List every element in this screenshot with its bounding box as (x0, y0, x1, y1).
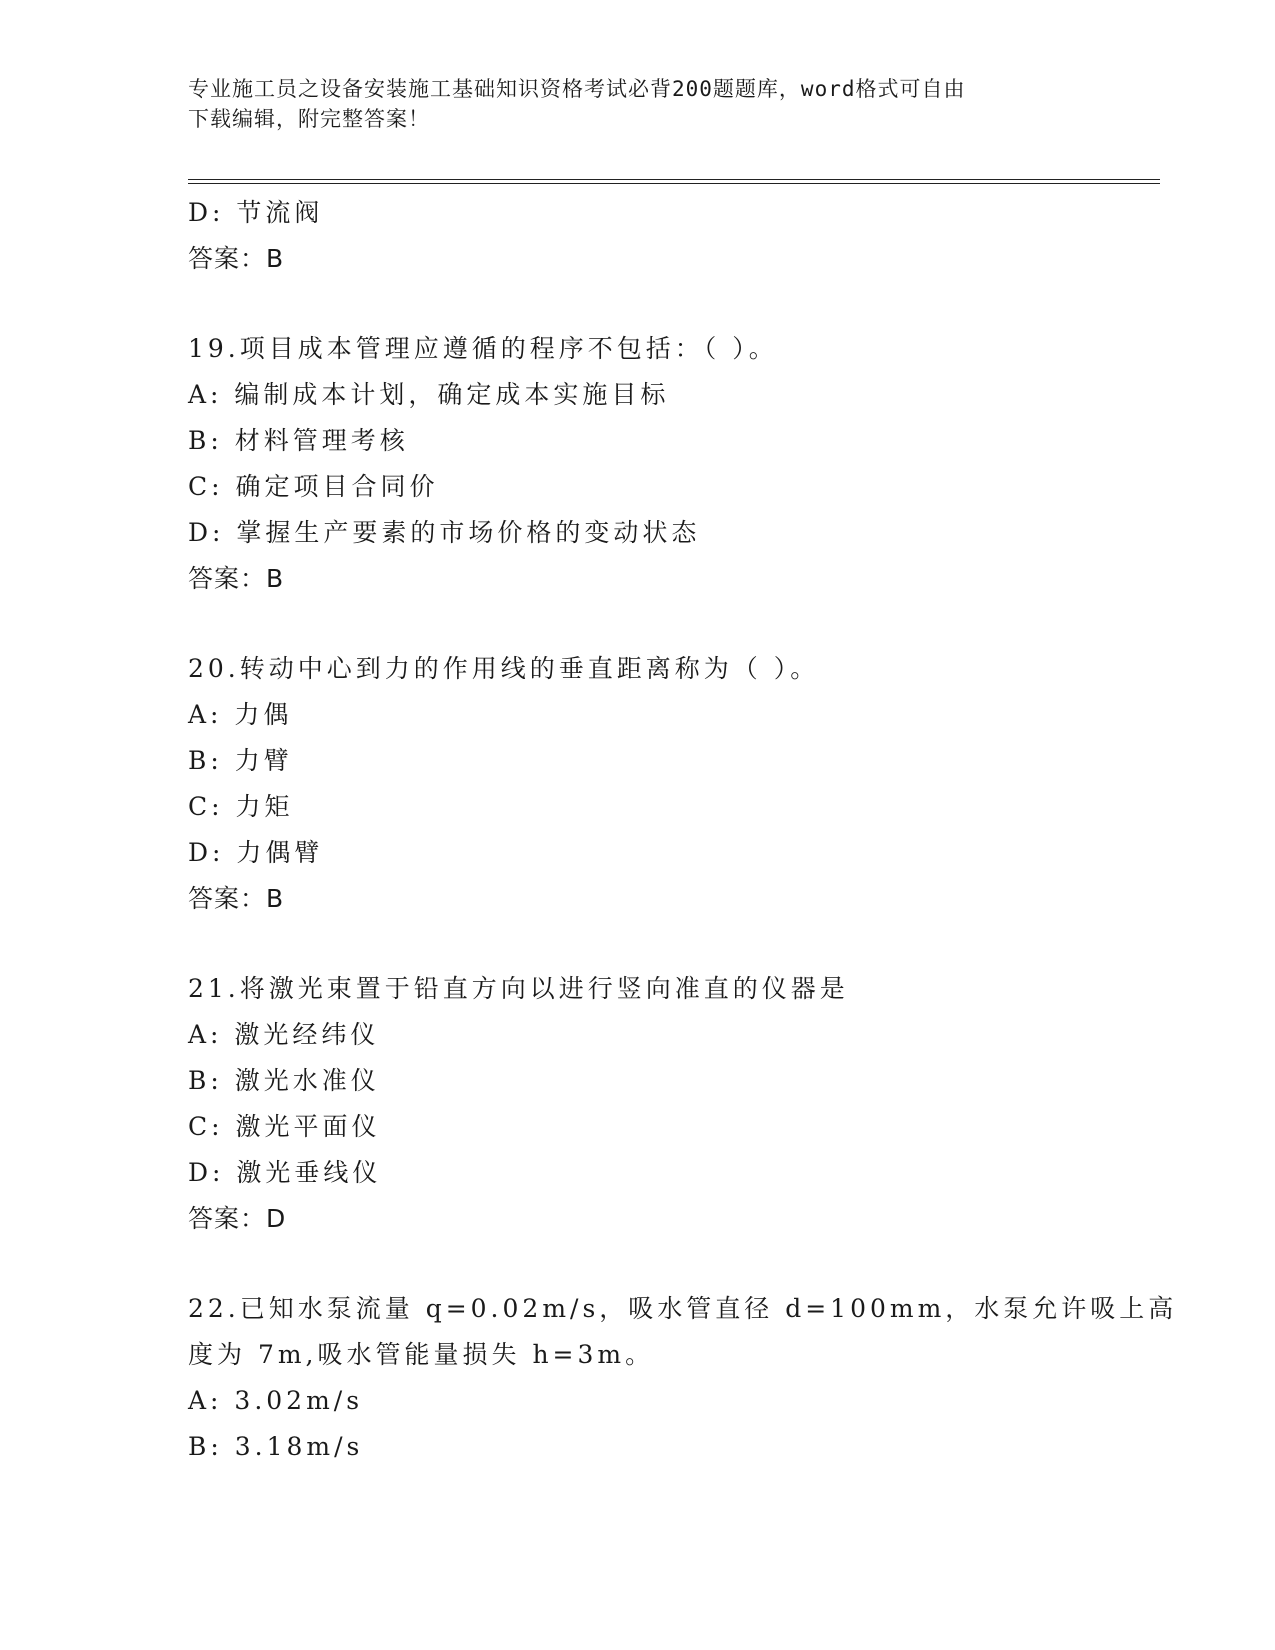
answer: 答案：D (188, 1204, 287, 1233)
option-a: A: 力偶 (188, 700, 293, 729)
question-stem-line-2: 度为 7m,吸水管能量损失 h=3m。 (188, 1340, 655, 1369)
question-20 (188, 646, 1088, 922)
answer: 答案：B (188, 564, 285, 593)
answer: 答案：B (188, 884, 285, 913)
header-line-1: 专业施工员之设备安装施工基础知识资格考试必背200题题库，word格式可自由 (188, 77, 966, 101)
option-b: B: 激光水准仪 (188, 1066, 380, 1095)
option-d: D: 力偶臂 (188, 838, 324, 867)
question-22 (188, 1286, 1178, 1470)
option-b: B: 3.18m/s (188, 1432, 364, 1461)
option-d: D: 激光垂线仪 (188, 1158, 382, 1187)
option-c: C: 激光平面仪 (188, 1112, 381, 1141)
question-stem-line-1: 22.已知水泵流量 q=0.02m/s，吸水管直径 d=100mm，水泵允许吸上高 (188, 1294, 1178, 1323)
option-b: B: 材料管理考核 (188, 426, 409, 455)
answer: 答案：B (188, 244, 285, 273)
option-c: C: 确定项目合同价 (188, 472, 439, 501)
spacer (188, 1242, 1088, 1286)
question-list (188, 190, 1178, 1470)
spacer (188, 602, 1088, 646)
header-double-rule (188, 179, 1160, 184)
question-stem: 20.转动中心到力的作用线的垂直距离称为（ ）。 (188, 654, 820, 683)
document-header (188, 74, 1078, 134)
option-a: A: 编制成本计划，确定成本实施目标 (188, 380, 670, 409)
option-d: D: 掌握生产要素的市场价格的变动状态 (188, 518, 701, 547)
question-19 (188, 326, 1088, 602)
spacer (188, 922, 1088, 966)
question-21 (188, 966, 1088, 1242)
option-a: A: 激光经纬仪 (188, 1020, 380, 1049)
option-d: D: 节流阀 (188, 198, 324, 227)
option-c: C: 力矩 (188, 792, 294, 821)
option-a: A: 3.02m/s (188, 1386, 364, 1415)
spacer (188, 282, 1088, 326)
question-stem: 19.项目成本管理应遵循的程序不包括：（ ）。 (188, 334, 778, 363)
question-stem: 21.将激光束置于铅直方向以进行竖向准直的仪器是 (188, 974, 849, 1003)
header-line-2: 下载编辑，附完整答案！ (188, 107, 430, 131)
option-b: B: 力臂 (188, 746, 293, 775)
